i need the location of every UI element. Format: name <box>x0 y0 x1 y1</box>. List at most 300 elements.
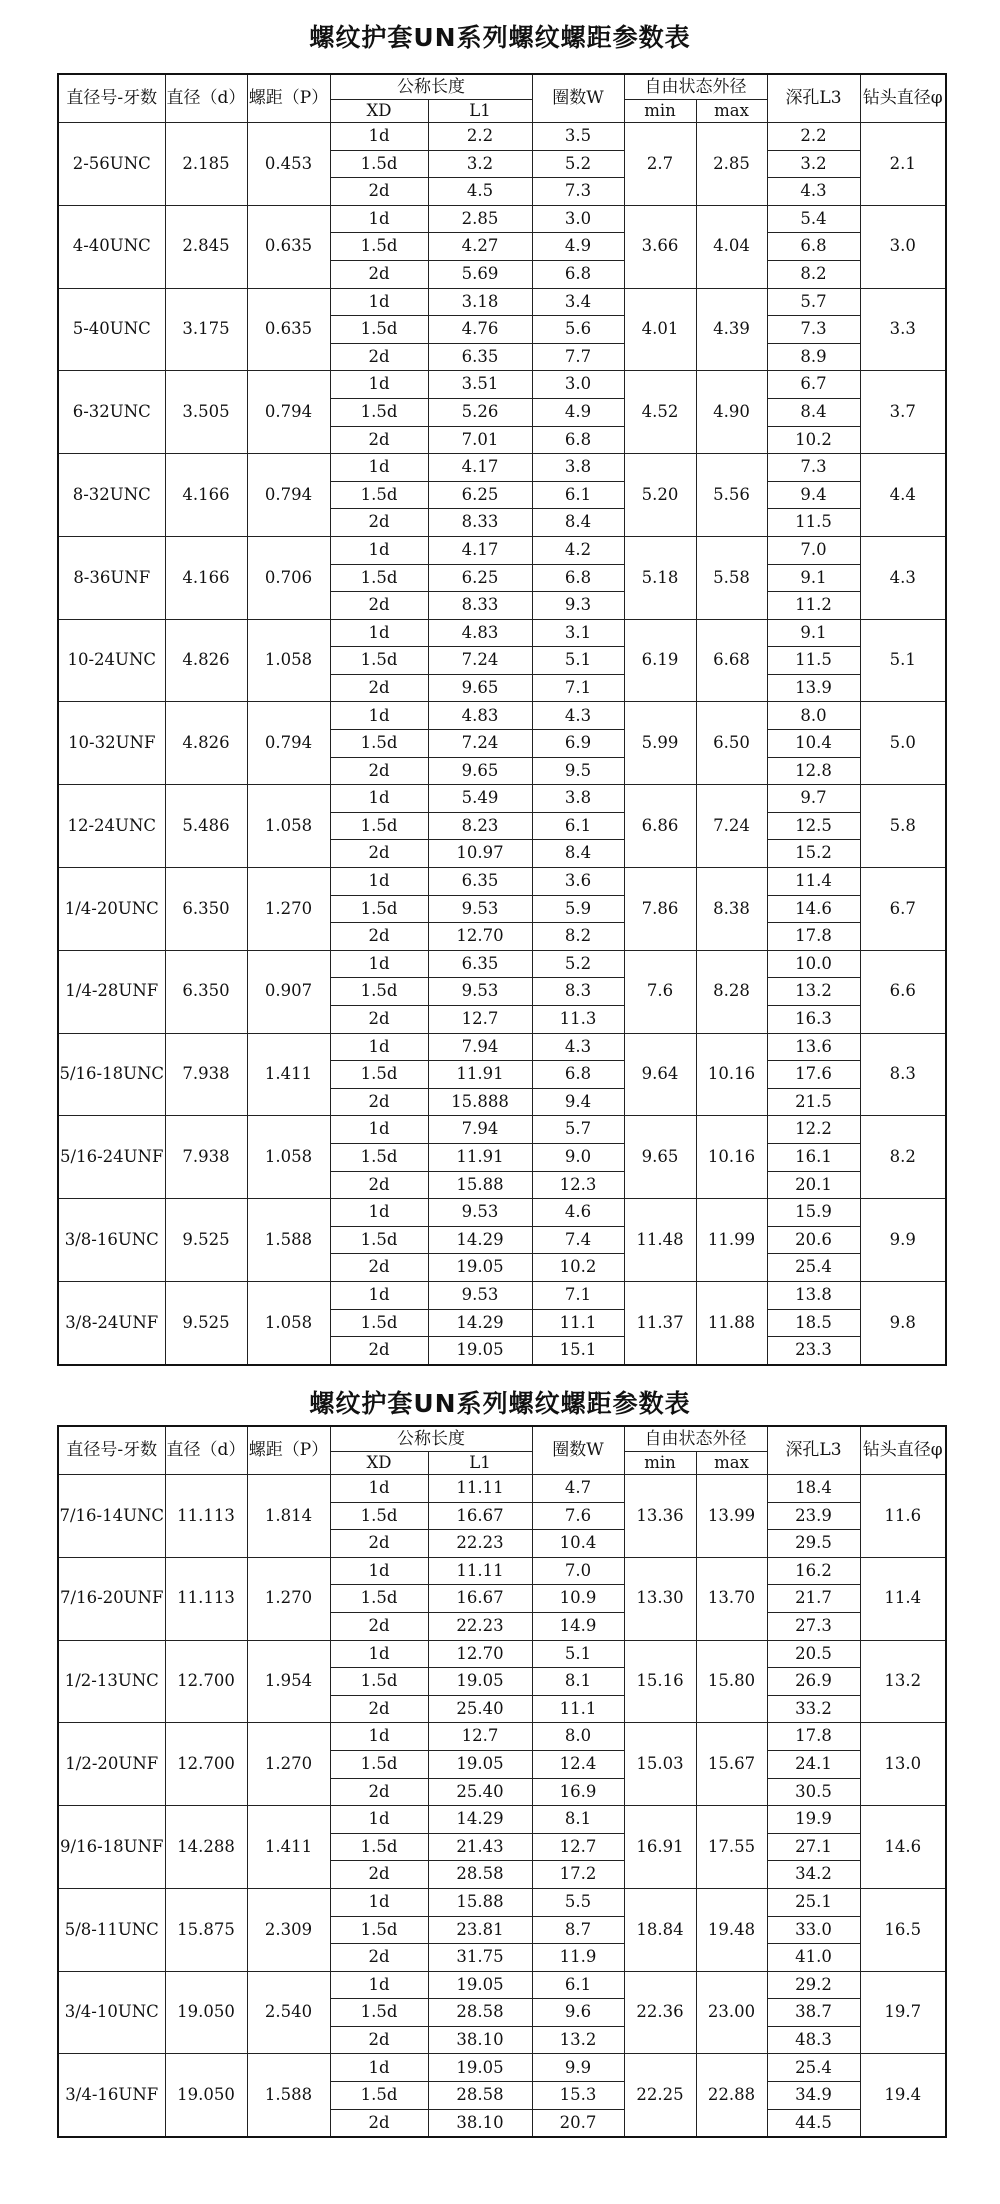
cell-pitch: 0.794 <box>247 454 330 537</box>
cell-depth: 17.6 <box>767 1061 860 1089</box>
cell-xd: 1.5d <box>330 1309 428 1337</box>
header-diameter: 直径（d） <box>165 74 247 123</box>
table-row <box>58 1971 946 1999</box>
cell-max: 23.00 <box>696 1971 767 2054</box>
cell-max: 2.85 <box>696 123 767 206</box>
cell-depth: 7.3 <box>767 454 860 482</box>
cell-coils: 3.8 <box>532 454 624 482</box>
cell-depth: 20.1 <box>767 1171 860 1199</box>
cell-drill: 14.6 <box>860 1806 946 1889</box>
cell-coils: 9.9 <box>532 2054 624 2082</box>
cell-xd: 1d <box>330 123 428 151</box>
cell-diameter: 6.350 <box>165 868 247 951</box>
cell-l1: 4.17 <box>428 454 532 482</box>
cell-xd: 1d <box>330 868 428 896</box>
cell-depth: 8.2 <box>767 260 860 288</box>
cell-xd: 1d <box>330 950 428 978</box>
cell-l1: 15.88 <box>428 1888 532 1916</box>
cell-size: 1/4-20UNC <box>58 868 165 951</box>
header-size: 直径号-牙数 <box>58 74 165 123</box>
cell-min: 15.16 <box>624 1640 696 1723</box>
cell-depth: 16.1 <box>767 1143 860 1171</box>
cell-l1: 14.29 <box>428 1309 532 1337</box>
cell-diameter: 6.350 <box>165 950 247 1033</box>
cell-drill: 19.4 <box>860 2054 946 2137</box>
cell-pitch: 1.270 <box>247 1723 330 1806</box>
cell-xd: 2d <box>330 509 428 537</box>
cell-xd: 1.5d <box>330 150 428 178</box>
cell-min: 3.66 <box>624 205 696 288</box>
cell-depth: 33.0 <box>767 1916 860 1944</box>
cell-size: 1/2-20UNF <box>58 1723 165 1806</box>
cell-l1: 9.53 <box>428 1199 532 1227</box>
cell-diameter: 5.486 <box>165 785 247 868</box>
cell-coils: 3.6 <box>532 868 624 896</box>
cell-coils: 10.9 <box>532 1585 624 1613</box>
cell-depth: 9.1 <box>767 619 860 647</box>
cell-l1: 6.35 <box>428 950 532 978</box>
cell-max: 4.04 <box>696 205 767 288</box>
cell-coils: 5.9 <box>532 895 624 923</box>
cell-xd: 2d <box>330 757 428 785</box>
cell-min: 5.20 <box>624 454 696 537</box>
cell-pitch: 0.794 <box>247 702 330 785</box>
cell-depth: 12.5 <box>767 812 860 840</box>
cell-max: 6.50 <box>696 702 767 785</box>
cell-l1: 28.58 <box>428 1999 532 2027</box>
cell-depth: 15.9 <box>767 1199 860 1227</box>
cell-drill: 8.3 <box>860 1033 946 1116</box>
cell-size: 3/8-24UNF <box>58 1281 165 1364</box>
cell-l1: 19.05 <box>428 1668 532 1696</box>
cell-coils: 6.8 <box>532 1061 624 1089</box>
cell-l1: 2.85 <box>428 205 532 233</box>
cell-l1: 3.51 <box>428 371 532 399</box>
cell-min: 4.01 <box>624 288 696 371</box>
cell-depth: 34.2 <box>767 1861 860 1889</box>
cell-depth: 16.2 <box>767 1557 860 1585</box>
cell-coils: 8.1 <box>532 1668 624 1696</box>
cell-diameter: 2.185 <box>165 123 247 206</box>
cell-coils: 12.3 <box>532 1171 624 1199</box>
table-row <box>58 1888 946 1916</box>
cell-xd: 2d <box>330 1778 428 1806</box>
cell-l1: 25.40 <box>428 1778 532 1806</box>
table-row <box>58 619 946 647</box>
cell-l1: 3.2 <box>428 150 532 178</box>
cell-pitch: 1.058 <box>247 619 330 702</box>
cell-max: 17.55 <box>696 1806 767 1889</box>
cell-xd: 1.5d <box>330 1833 428 1861</box>
cell-min: 7.86 <box>624 868 696 951</box>
cell-l1: 38.10 <box>428 2026 532 2054</box>
cell-coils: 7.1 <box>532 1281 624 1309</box>
cell-depth: 10.0 <box>767 950 860 978</box>
cell-diameter: 4.826 <box>165 619 247 702</box>
cell-min: 2.7 <box>624 123 696 206</box>
header-pitch: 螺距（P） <box>247 74 330 123</box>
cell-depth: 38.7 <box>767 1999 860 2027</box>
cell-xd: 1d <box>330 2054 428 2082</box>
cell-diameter: 12.700 <box>165 1640 247 1723</box>
cell-size: 3/4-10UNC <box>58 1971 165 2054</box>
cell-l1: 22.23 <box>428 1530 532 1558</box>
cell-coils: 6.1 <box>532 812 624 840</box>
cell-pitch: 1.270 <box>247 868 330 951</box>
cell-l1: 9.65 <box>428 674 532 702</box>
header-free-od: 自由状态外径 <box>624 1426 767 1452</box>
cell-xd: 2d <box>330 674 428 702</box>
cell-max: 5.58 <box>696 536 767 619</box>
table-row <box>58 1557 946 1585</box>
cell-xd: 1d <box>330 454 428 482</box>
cell-coils: 4.3 <box>532 1033 624 1061</box>
header-depth: 深孔L3 <box>767 74 860 123</box>
cell-xd: 2d <box>330 1695 428 1723</box>
cell-pitch: 1.588 <box>247 1199 330 1282</box>
cell-depth: 20.6 <box>767 1226 860 1254</box>
cell-coils: 3.0 <box>532 205 624 233</box>
cell-coils: 10.2 <box>532 1254 624 1282</box>
cell-l1: 4.83 <box>428 619 532 647</box>
cell-xd: 1d <box>330 1971 428 1999</box>
cell-diameter: 4.166 <box>165 536 247 619</box>
header-row <box>58 1426 946 1452</box>
header-min: min <box>624 100 696 123</box>
header-free-od: 自由状态外径 <box>624 74 767 100</box>
cell-depth: 25.1 <box>767 1888 860 1916</box>
header-size: 直径号-牙数 <box>58 1426 165 1475</box>
cell-l1: 2.2 <box>428 123 532 151</box>
cell-depth: 13.8 <box>767 1281 860 1309</box>
cell-coils: 15.3 <box>532 2082 624 2110</box>
cell-l1: 12.70 <box>428 1640 532 1668</box>
cell-depth: 27.3 <box>767 1612 860 1640</box>
cell-coils: 9.3 <box>532 592 624 620</box>
cell-xd: 2d <box>330 592 428 620</box>
cell-xd: 1.5d <box>330 1750 428 1778</box>
cell-l1: 14.29 <box>428 1226 532 1254</box>
cell-depth: 23.9 <box>767 1502 860 1530</box>
cell-diameter: 7.938 <box>165 1033 247 1116</box>
header-nominal-length: 公称长度 <box>330 74 532 100</box>
table-row <box>58 702 946 730</box>
cell-min: 22.25 <box>624 2054 696 2137</box>
cell-pitch: 1.270 <box>247 1557 330 1640</box>
cell-l1: 38.10 <box>428 2109 532 2137</box>
cell-l1: 9.53 <box>428 1281 532 1309</box>
cell-l1: 15.888 <box>428 1088 532 1116</box>
cell-xd: 2d <box>330 343 428 371</box>
cell-pitch: 1.411 <box>247 1806 330 1889</box>
cell-diameter: 4.826 <box>165 702 247 785</box>
cell-coils: 4.3 <box>532 702 624 730</box>
cell-l1: 7.94 <box>428 1033 532 1061</box>
cell-l1: 19.05 <box>428 2054 532 2082</box>
cell-l1: 12.7 <box>428 1723 532 1751</box>
cell-xd: 1d <box>330 1033 428 1061</box>
cell-pitch: 1.588 <box>247 2054 330 2137</box>
cell-xd: 2d <box>330 260 428 288</box>
cell-depth: 30.5 <box>767 1778 860 1806</box>
cell-xd: 1.5d <box>330 1999 428 2027</box>
table-row <box>58 288 946 316</box>
cell-xd: 1d <box>330 205 428 233</box>
cell-l1: 9.53 <box>428 895 532 923</box>
cell-coils: 9.4 <box>532 1088 624 1116</box>
cell-l1: 25.40 <box>428 1695 532 1723</box>
cell-min: 15.03 <box>624 1723 696 1806</box>
cell-l1: 5.69 <box>428 260 532 288</box>
cell-depth: 2.2 <box>767 123 860 151</box>
cell-drill: 9.8 <box>860 1281 946 1364</box>
cell-coils: 11.9 <box>532 1944 624 1972</box>
cell-pitch: 0.907 <box>247 950 330 1033</box>
cell-drill: 13.0 <box>860 1723 946 1806</box>
cell-depth: 10.4 <box>767 730 860 758</box>
table-row <box>58 1475 946 1503</box>
cell-depth: 16.3 <box>767 1006 860 1034</box>
cell-depth: 23.3 <box>767 1337 860 1365</box>
header-l1: L1 <box>428 1452 532 1475</box>
cell-coils: 6.9 <box>532 730 624 758</box>
header-pitch: 螺距（P） <box>247 1426 330 1475</box>
cell-depth: 21.7 <box>767 1585 860 1613</box>
cell-xd: 1d <box>330 619 428 647</box>
table-row <box>58 1640 946 1668</box>
cell-depth: 19.9 <box>767 1806 860 1834</box>
cell-l1: 16.67 <box>428 1502 532 1530</box>
cell-l1: 11.91 <box>428 1061 532 1089</box>
table-row <box>58 454 946 482</box>
cell-max: 5.56 <box>696 454 767 537</box>
cell-pitch: 0.706 <box>247 536 330 619</box>
table-row <box>58 950 946 978</box>
cell-l1: 23.81 <box>428 1916 532 1944</box>
cell-xd: 2d <box>330 1861 428 1889</box>
cell-depth: 14.6 <box>767 895 860 923</box>
cell-diameter: 2.845 <box>165 205 247 288</box>
cell-coils: 11.1 <box>532 1695 624 1723</box>
cell-l1: 28.58 <box>428 2082 532 2110</box>
cell-coils: 7.1 <box>532 674 624 702</box>
cell-coils: 8.2 <box>532 923 624 951</box>
cell-diameter: 7.938 <box>165 1116 247 1199</box>
cell-l1: 11.11 <box>428 1557 532 1585</box>
cell-coils: 5.2 <box>532 150 624 178</box>
cell-xd: 1d <box>330 1475 428 1503</box>
cell-max: 19.48 <box>696 1888 767 1971</box>
cell-min: 18.84 <box>624 1888 696 1971</box>
cell-coils: 3.1 <box>532 619 624 647</box>
cell-depth: 18.4 <box>767 1475 860 1503</box>
cell-depth: 4.3 <box>767 178 860 206</box>
cell-l1: 15.88 <box>428 1171 532 1199</box>
cell-size: 5/16-18UNC <box>58 1033 165 1116</box>
cell-max: 8.38 <box>696 868 767 951</box>
cell-min: 5.18 <box>624 536 696 619</box>
cell-coils: 13.2 <box>532 2026 624 2054</box>
cell-xd: 1.5d <box>330 730 428 758</box>
cell-depth: 18.5 <box>767 1309 860 1337</box>
header-xd: XD <box>330 1452 428 1475</box>
cell-coils: 20.7 <box>532 2109 624 2137</box>
cell-xd: 2d <box>330 1006 428 1034</box>
cell-xd: 2d <box>330 426 428 454</box>
cell-min: 13.36 <box>624 1475 696 1558</box>
cell-diameter: 12.700 <box>165 1723 247 1806</box>
cell-coils: 8.4 <box>532 509 624 537</box>
cell-max: 10.16 <box>696 1033 767 1116</box>
cell-coils: 4.6 <box>532 1199 624 1227</box>
cell-depth: 7.3 <box>767 316 860 344</box>
cell-drill: 4.4 <box>860 454 946 537</box>
cell-xd: 2d <box>330 1254 428 1282</box>
cell-min: 22.36 <box>624 1971 696 2054</box>
cell-coils: 12.7 <box>532 1833 624 1861</box>
cell-diameter: 14.288 <box>165 1806 247 1889</box>
cell-l1: 19.05 <box>428 1750 532 1778</box>
cell-drill: 11.4 <box>860 1557 946 1640</box>
cell-depth: 25.4 <box>767 2054 860 2082</box>
cell-depth: 25.4 <box>767 1254 860 1282</box>
cell-coils: 14.9 <box>532 1612 624 1640</box>
table-row <box>58 1116 946 1144</box>
cell-drill: 4.3 <box>860 536 946 619</box>
cell-max: 13.70 <box>696 1557 767 1640</box>
cell-coils: 3.0 <box>532 371 624 399</box>
cell-size: 7/16-20UNF <box>58 1557 165 1640</box>
cell-min: 4.52 <box>624 371 696 454</box>
cell-depth: 24.1 <box>767 1750 860 1778</box>
cell-coils: 7.3 <box>532 178 624 206</box>
cell-drill: 3.7 <box>860 371 946 454</box>
cell-coils: 6.8 <box>532 426 624 454</box>
cell-xd: 1.5d <box>330 233 428 261</box>
table-row <box>58 1723 946 1751</box>
cell-max: 11.88 <box>696 1281 767 1364</box>
cell-xd: 1d <box>330 1199 428 1227</box>
cell-xd: 1.5d <box>330 316 428 344</box>
cell-coils: 8.1 <box>532 1806 624 1834</box>
cell-max: 6.68 <box>696 619 767 702</box>
cell-size: 4-40UNC <box>58 205 165 288</box>
cell-drill: 19.7 <box>860 1971 946 2054</box>
cell-xd: 1d <box>330 536 428 564</box>
cell-drill: 11.6 <box>860 1475 946 1558</box>
cell-drill: 6.7 <box>860 868 946 951</box>
table-row <box>58 1806 946 1834</box>
cell-coils: 6.1 <box>532 1971 624 1999</box>
cell-max: 13.99 <box>696 1475 767 1558</box>
cell-pitch: 1.058 <box>247 785 330 868</box>
header-row <box>58 74 946 100</box>
cell-l1: 8.33 <box>428 509 532 537</box>
cell-l1: 9.65 <box>428 757 532 785</box>
cell-depth: 7.0 <box>767 536 860 564</box>
cell-pitch: 1.411 <box>247 1033 330 1116</box>
cell-pitch: 0.635 <box>247 288 330 371</box>
cell-coils: 7.4 <box>532 1226 624 1254</box>
cell-xd: 2d <box>330 923 428 951</box>
cell-coils: 11.3 <box>532 1006 624 1034</box>
cell-drill: 13.2 <box>860 1640 946 1723</box>
cell-drill: 6.6 <box>860 950 946 1033</box>
cell-coils: 3.4 <box>532 288 624 316</box>
cell-pitch: 1.058 <box>247 1116 330 1199</box>
cell-size: 8-32UNC <box>58 454 165 537</box>
cell-l1: 28.58 <box>428 1861 532 1889</box>
cell-xd: 2d <box>330 1088 428 1116</box>
cell-min: 9.65 <box>624 1116 696 1199</box>
cell-xd: 1d <box>330 288 428 316</box>
cell-max: 15.67 <box>696 1723 767 1806</box>
cell-coils: 5.1 <box>532 647 624 675</box>
cell-xd: 2d <box>330 1337 428 1365</box>
cell-xd: 1.5d <box>330 398 428 426</box>
cell-pitch: 1.954 <box>247 1640 330 1723</box>
header-drill: 钻头直径φ <box>860 1426 946 1475</box>
cell-coils: 9.0 <box>532 1143 624 1171</box>
cell-xd: 1d <box>330 1888 428 1916</box>
cell-drill: 5.8 <box>860 785 946 868</box>
thread-parameter-table <box>57 73 947 1366</box>
cell-coils: 8.7 <box>532 1916 624 1944</box>
cell-coils: 11.1 <box>532 1309 624 1337</box>
cell-xd: 2d <box>330 840 428 868</box>
cell-xd: 1.5d <box>330 647 428 675</box>
cell-l1: 9.53 <box>428 978 532 1006</box>
cell-l1: 4.76 <box>428 316 532 344</box>
cell-depth: 9.1 <box>767 564 860 592</box>
cell-depth: 34.9 <box>767 2082 860 2110</box>
cell-drill: 3.0 <box>860 205 946 288</box>
cell-depth: 29.2 <box>767 1971 860 1999</box>
cell-diameter: 3.505 <box>165 371 247 454</box>
cell-l1: 10.97 <box>428 840 532 868</box>
cell-drill: 3.3 <box>860 288 946 371</box>
thread-parameter-table-second <box>57 1425 947 2138</box>
cell-diameter: 19.050 <box>165 2054 247 2137</box>
cell-l1: 31.75 <box>428 1944 532 1972</box>
cell-depth: 48.3 <box>767 2026 860 2054</box>
cell-coils: 15.1 <box>532 1337 624 1365</box>
cell-depth: 11.4 <box>767 868 860 896</box>
cell-depth: 5.4 <box>767 205 860 233</box>
cell-l1: 6.35 <box>428 343 532 371</box>
cell-min: 9.64 <box>624 1033 696 1116</box>
cell-coils: 5.2 <box>532 950 624 978</box>
cell-coils: 4.7 <box>532 1475 624 1503</box>
cell-l1: 5.26 <box>428 398 532 426</box>
cell-size: 12-24UNC <box>58 785 165 868</box>
cell-coils: 4.9 <box>532 398 624 426</box>
cell-depth: 20.5 <box>767 1640 860 1668</box>
page-title-second: 螺纹护套UN系列螺纹螺距参数表 <box>309 1389 691 1418</box>
cell-diameter: 3.175 <box>165 288 247 371</box>
cell-size: 7/16-14UNC <box>58 1475 165 1558</box>
cell-coils: 6.1 <box>532 481 624 509</box>
cell-l1: 4.83 <box>428 702 532 730</box>
cell-xd: 1.5d <box>330 1226 428 1254</box>
header-coils: 圈数W <box>532 74 624 123</box>
cell-depth: 3.2 <box>767 150 860 178</box>
cell-coils: 8.3 <box>532 978 624 1006</box>
cell-l1: 16.67 <box>428 1585 532 1613</box>
cell-xd: 1d <box>330 1723 428 1751</box>
cell-xd: 1d <box>330 1640 428 1668</box>
cell-xd: 1d <box>330 371 428 399</box>
